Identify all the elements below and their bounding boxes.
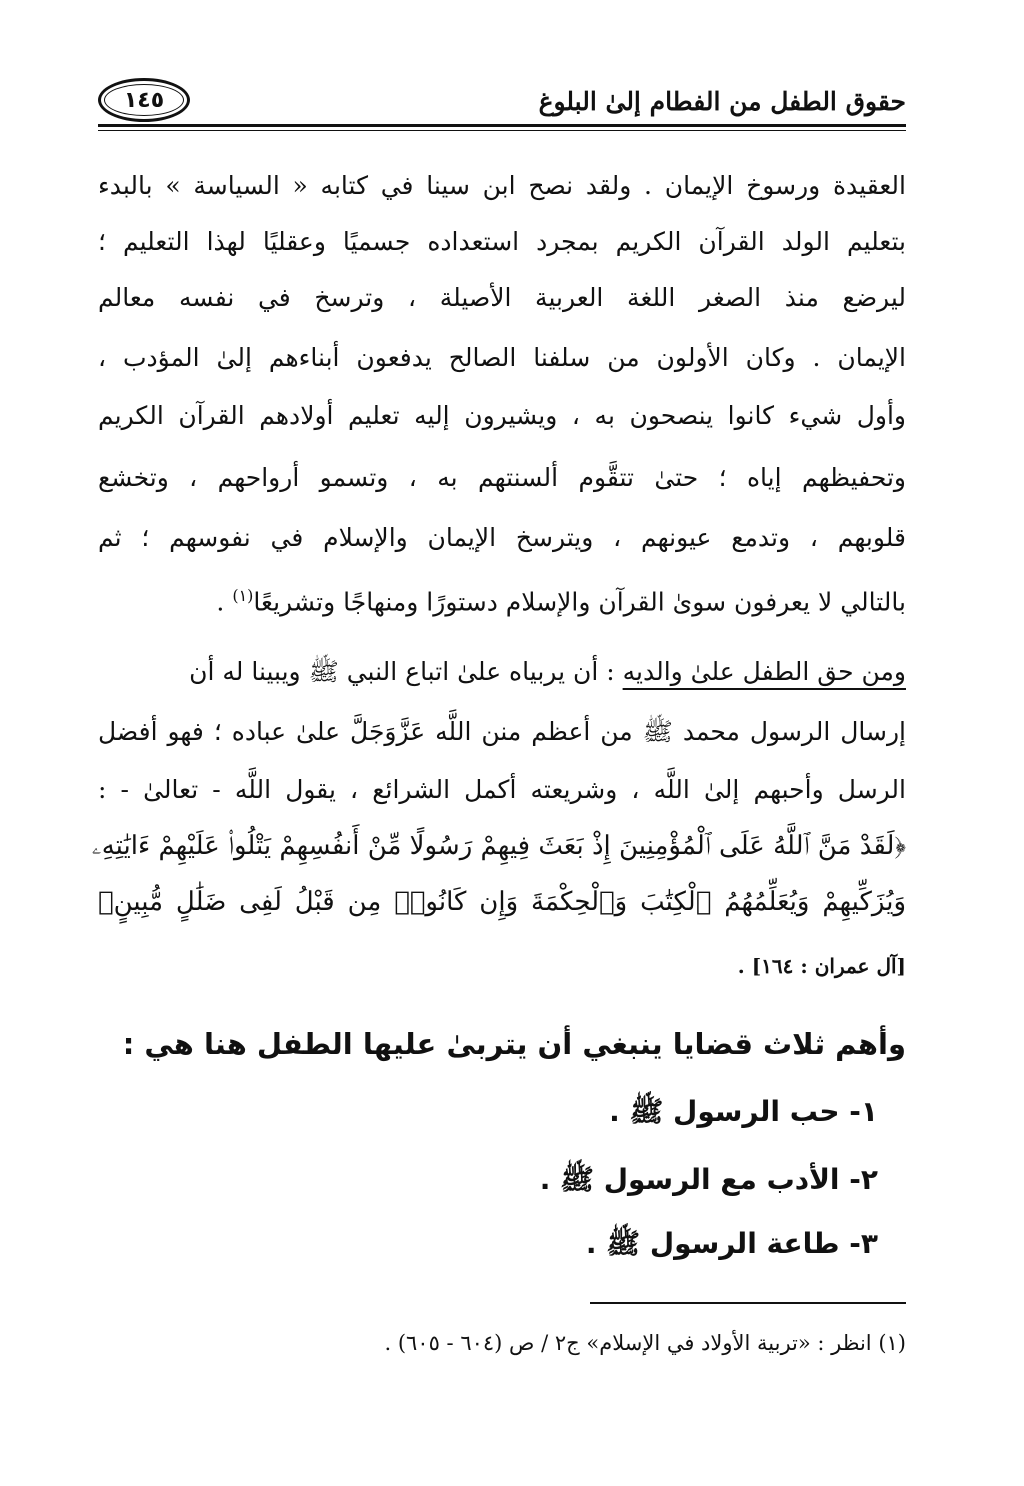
- body-line-8-text: بالتالي لا يعرفون سوىٰ القرآن والإسلام دستورًا ومنهاجًا وتشريعًا: [253, 587, 906, 617]
- verse-reference: [آل عمران : ١٦٤] .: [737, 954, 906, 978]
- list-item-3: ٣- طاعة الرسول ﷺ .: [585, 1227, 878, 1260]
- body-line-1: العقيدة ورسوخ الإيمان . ولقد نصح ابن سينا في كتابه « السياسة » بالبدء: [98, 171, 906, 200]
- body-line-5: وأول شيء كانوا ينصحون به ، ويشيرون إليه تعليم أولادهم القرآن الكريم: [98, 401, 906, 430]
- para2-line-3: الرسل وأحبهم إلىٰ اللَّه ، وشريعته أكمل الشرائع ، يقول اللَّه - تعالىٰ - :: [98, 775, 906, 804]
- list-item-2: ٢- الأدب مع الرسول ﷺ .: [539, 1163, 878, 1196]
- footnote-separator: [590, 1302, 906, 1304]
- para2-line-1: [98, 654, 906, 690]
- body-line-3: ليرضع منذ الصغر اللغة العربية الأصيلة ، وترسخ في نفسه معالم: [98, 283, 906, 312]
- underlined-phrase: ومن حق الطفل علىٰ والديه: [622, 657, 906, 686]
- header-rule-thick: [98, 124, 906, 127]
- quran-verse-line-1: ﴿لَقَدْ مَنَّ ٱللَّهُ عَلَى ٱلْمُؤْمِنِينَ إِذْ بَعَثَ فِيهِمْ رَسُولًا مِّنْ أَنفُسِهِمْ يَتْلُوا۟ عَلَيْهِمْ ءَايَٰتِهِۦ: [91, 831, 906, 861]
- body-line-2: بتعليم الولد القرآن الكريم بمجرد استعداده جسميًا وعقليًا لهذا التعليم ؛: [98, 227, 906, 256]
- running-title: حقوق الطفل من الفطام إلىٰ البلوغ: [538, 87, 906, 116]
- body-line-7: قلوبهم ، وتدمع عيونهم ، ويترسخ الإيمان والإسلام في نفوسهم ؛ ثم: [98, 523, 906, 552]
- page-number: ١٤٥: [123, 87, 165, 113]
- body-line-8-end: .: [216, 587, 233, 617]
- body-line-8: [98, 578, 906, 620]
- page-number-badge: [98, 78, 190, 122]
- footnote-reference: (١): [232, 586, 254, 605]
- footnote-text: (١) انظر : «تربية الأولاد في الإسلام» ج٢ / ص (٦٠٤ - ٦٠٥) .: [384, 1331, 906, 1355]
- body-line-4: الإيمان . وكان الأولون من سلفنا الصالح يدفعون أبناءهم إلىٰ المؤدب ،: [98, 343, 906, 372]
- section-heading: وأهم ثلاث قضايا ينبغي أن يتربىٰ عليها الطفل هنا هي :: [122, 1027, 906, 1061]
- para2-line-2: إرسال الرسول محمد ﷺ من أعظم منن اللَّه عَزَّوَجَلَّ علىٰ عباده ؛ فهو أفضل: [98, 717, 906, 746]
- quran-verse-line-2: وَيُزَكِّيهِمْ وَيُعَلِّمُهُمُ ٱلْكِتَٰبَ وَٱلْحِكْمَةَ وَإِن كَانُوا۟ مِن قَبْلُ لَفِى ضَلَٰلٍ مُّبِينٍ﴾: [98, 887, 906, 917]
- list-item-1: ١- حب الرسول ﷺ .: [609, 1095, 878, 1128]
- body-line-6: وتحفيظهم إياه ؛ حتىٰ تتقَّوم ألسنتهم به ، وتسمو أرواحهم ، وتخشع: [98, 463, 906, 492]
- header-rule-thin: [98, 130, 906, 131]
- page-header: [98, 68, 906, 128]
- para2-line-1-rest: : أن يربياه علىٰ اتباع النبي ﷺ ويبينا له أن: [189, 657, 623, 686]
